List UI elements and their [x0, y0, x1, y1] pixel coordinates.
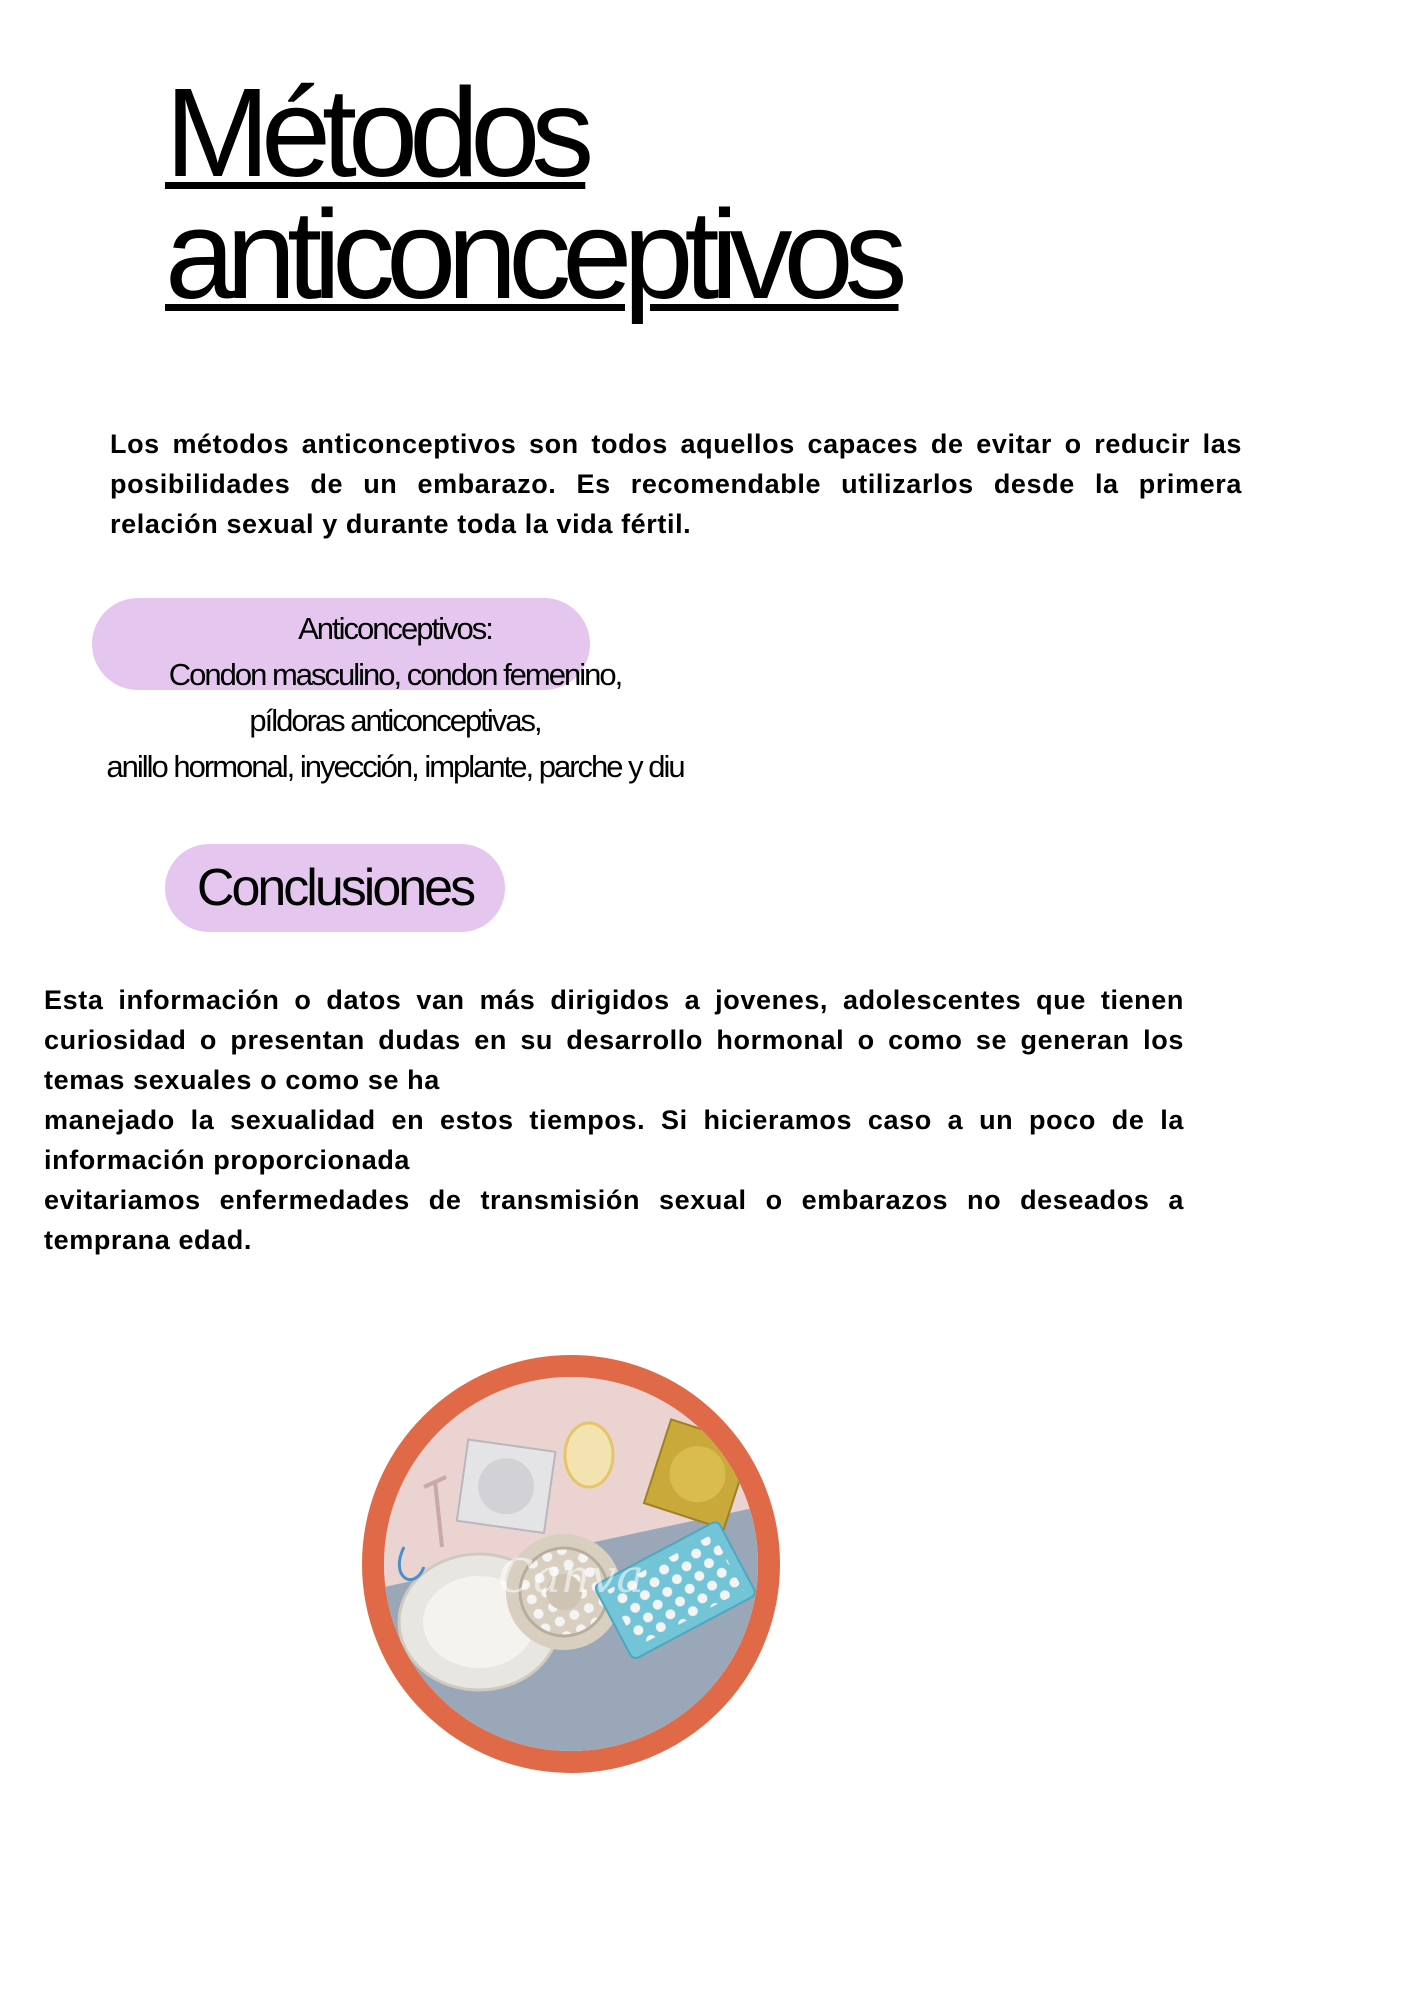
contraceptives-photo [362, 1355, 780, 1773]
photo-watermark: Canva [498, 1549, 644, 1603]
contraceptives-illustration [384, 1377, 758, 1751]
methods-line: Condon masculino, condon femenino, [168, 657, 622, 692]
conclusion-paragraph: evitariamos enfermedades de transmisión sexual o embarazos no deseados a temprana edad. [44, 1185, 1184, 1255]
conclusions-body [44, 980, 1184, 1260]
intro-paragraph: Los métodos anticonceptivos son todos aquellos capaces de evitar o reducir las posibilidades de un embarazo. Es recomendable utilizarlos desde la primera relación sexual y durante toda la vida fértil. [110, 429, 1242, 539]
methods-line: anillo hormonal, inyección, implante, parche y diu [106, 749, 684, 784]
page-title [165, 62, 899, 325]
methods-heading: Anticonceptivos: [298, 611, 492, 646]
conclusions-heading: Conclusiones [196, 859, 474, 917]
methods-list [40, 606, 750, 790]
methods-line: píldoras anticonceptivas, [249, 703, 541, 738]
conclusion-paragraph: manejado la sexualidad en estos tiempos. Si hicieramos caso a un poco de la información proporcionada [44, 1105, 1184, 1175]
title-line-1: Métodos [165, 62, 586, 203]
title-line-2: anticonceptivos [165, 184, 899, 325]
conclusion-paragraph: Esta información o datos van más dirigidos a jovenes, adolescentes que tienen curiosidad o presentan dudas en su desarrollo hormonal o como se generan los temas sexuales o como se ha [44, 985, 1184, 1095]
